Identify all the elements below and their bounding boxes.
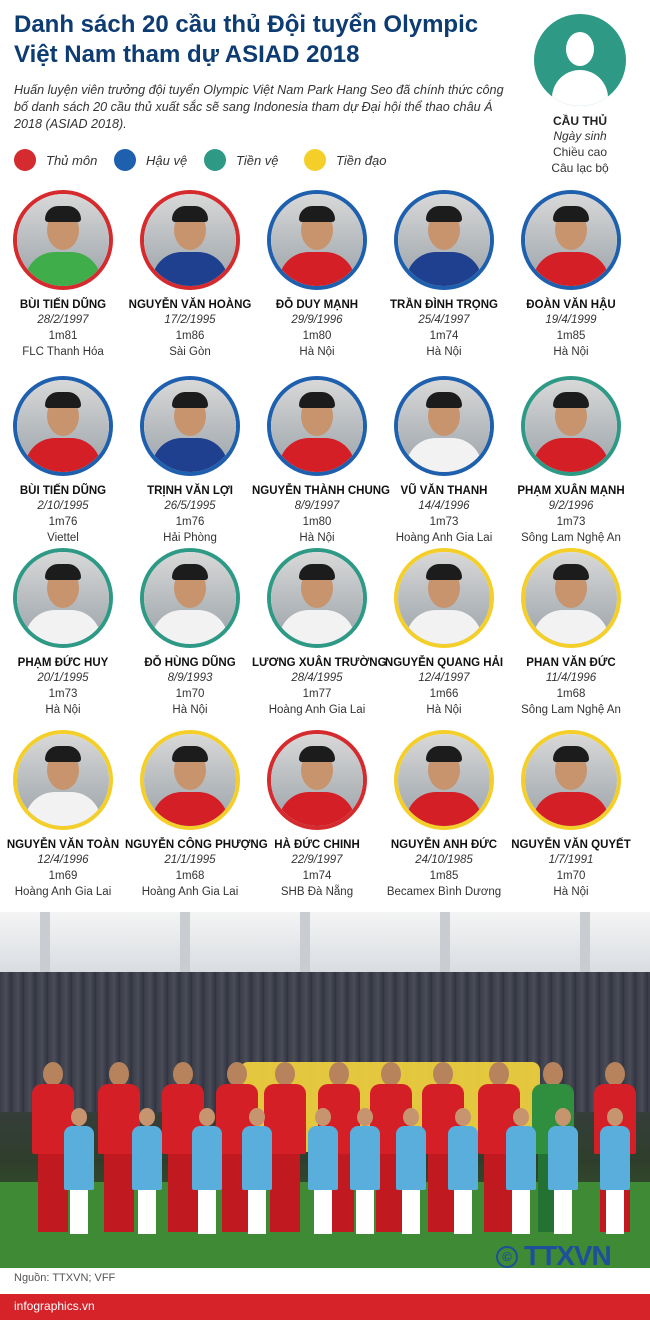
person-icon: [534, 14, 626, 106]
player-dob: 24/10/1985: [415, 854, 473, 866]
position-legend-item: [114, 148, 187, 172]
player-name: TRẦN ĐÌNH TRỌNG: [390, 299, 498, 311]
page-title: Danh sách 20 cầu thủ Đội tuyển Olympic Việt Nam tham dự ASIAD 2018: [14, 11, 479, 68]
player-photo: [394, 376, 494, 476]
player-name: ĐỖ HÙNG DŨNG: [144, 657, 236, 669]
legend-key: [530, 14, 630, 176]
player-height: 1m86: [175, 330, 205, 342]
player-height: 1m74: [429, 330, 459, 342]
player-photo: [394, 548, 494, 648]
source-text: Nguồn: TTXVN; VFF: [14, 1272, 116, 1284]
site-link[interactable]: infographics.vn: [14, 1299, 95, 1313]
legend-name-label: CẦU THỦ: [553, 114, 607, 128]
player-height: 1m76: [175, 516, 205, 528]
player-dob: 11/4/1996: [545, 672, 597, 684]
player-name: NGUYỄN VĂN TOÀN: [6, 839, 120, 851]
mascot-child-figure: [306, 1108, 340, 1234]
player-dob: 2/10/1995: [37, 500, 89, 512]
player-club: Becamex Bình Dương: [386, 886, 502, 898]
position-dot-icon: [204, 149, 226, 171]
position-label: Thủ môn: [46, 152, 98, 168]
player-club: Hoàng Anh Gia Lai: [395, 532, 493, 544]
player-photo: [521, 376, 621, 476]
player-club: Viettel: [47, 532, 79, 544]
position-legend-item: [14, 148, 97, 172]
player-card: [252, 190, 382, 360]
player-name: TRỊNH VĂN LỢI: [147, 485, 233, 497]
player-name: NGUYỄN ANH ĐỨC: [390, 839, 498, 851]
player-photo: [13, 730, 113, 830]
player-photo: [267, 548, 367, 648]
player-photo: [140, 190, 240, 290]
position-dot-icon: [14, 149, 36, 171]
player-photo: [267, 730, 367, 830]
mascot-child-figure: [504, 1108, 538, 1234]
player-photo: [140, 376, 240, 476]
player-club: Hà Nội: [426, 704, 462, 716]
player-club: FLC Thanh Hóa: [22, 346, 104, 358]
player-photo: [394, 730, 494, 830]
player-photo: [140, 730, 240, 830]
player-club: Hoàng Anh Gia Lai: [14, 886, 112, 898]
player-card: [506, 190, 636, 360]
player-height: 1m69: [48, 870, 78, 882]
player-dob: 12/4/1997: [418, 672, 470, 684]
player-photo: [13, 376, 113, 476]
player-dob: 25/4/1997: [418, 314, 470, 326]
player-dob: 26/5/1995: [164, 500, 216, 512]
player-name: BÙI TIẾN DŨNG: [19, 485, 107, 497]
legend-club-label: Câu lạc bộ: [551, 161, 609, 175]
legend-dob-label: Ngày sinh: [553, 129, 607, 143]
player-club: Sông Lam Nghệ An: [521, 704, 621, 716]
mascot-child-figure: [130, 1108, 164, 1234]
player-club: Sông Lam Nghệ An: [521, 532, 621, 544]
player-club: Hoàng Anh Gia Lai: [141, 886, 239, 898]
player-height: 1m68: [556, 688, 586, 700]
position-label: Tiền vệ: [236, 152, 279, 168]
player-dob: 20/1/1995: [37, 672, 89, 684]
mascot-child-figure: [546, 1108, 580, 1234]
player-name: ĐỖ DUY MẠNH: [275, 299, 359, 311]
player-height: 1m80: [302, 516, 332, 528]
position-dot-icon: [304, 149, 326, 171]
player-height: 1m85: [556, 330, 586, 342]
player-club: Hà Nội: [553, 346, 589, 358]
position-legend-item: [304, 148, 386, 172]
player-height: 1m76: [48, 516, 78, 528]
player-photo: [521, 190, 621, 290]
player-card: [379, 730, 509, 900]
copyright-icon: ©: [496, 1246, 518, 1268]
player-name: ĐOÀN VĂN HẬU: [526, 299, 616, 311]
player-height: 1m77: [302, 688, 332, 700]
player-card: [379, 190, 509, 360]
player-dob: 22/9/1997: [291, 854, 343, 866]
player-height: 1m85: [429, 870, 459, 882]
player-card: [125, 376, 255, 546]
player-dob: 12/4/1996: [37, 854, 89, 866]
player-photo: [521, 730, 621, 830]
player-dob: 28/4/1995: [291, 672, 343, 684]
mascot-child-figure: [446, 1108, 480, 1234]
player-card: [506, 376, 636, 546]
player-club: Hà Nội: [45, 704, 81, 716]
player-height: 1m81: [48, 330, 78, 342]
player-club: Hà Nội: [172, 704, 208, 716]
player-name: PHAN VĂN ĐỨC: [526, 657, 616, 669]
player-height: 1m73: [556, 516, 586, 528]
mascot-child-figure: [240, 1108, 274, 1234]
mascot-child-figure: [598, 1108, 632, 1234]
player-height: 1m66: [429, 688, 459, 700]
player-dob: 28/2/1997: [37, 314, 89, 326]
player-height: 1m74: [302, 870, 332, 882]
player-card: [125, 730, 268, 900]
player-dob: 9/2/1996: [548, 500, 594, 512]
position-label: Tiền đạo: [336, 152, 387, 168]
player-card: [0, 548, 128, 718]
player-card: [506, 730, 636, 900]
player-name: BÙI TIẾN DŨNG: [19, 299, 107, 311]
player-dob: 14/4/1996: [418, 500, 470, 512]
player-card: [125, 548, 255, 718]
player-club: Hải Phòng: [163, 532, 217, 544]
player-club: SHB Đà Nẵng: [280, 886, 354, 898]
player-club: Hà Nội: [299, 346, 335, 358]
player-name: NGUYỄN VĂN QUYẾT: [511, 839, 631, 851]
player-name: NGUYỄN QUANG HẢI: [384, 657, 504, 669]
player-name: NGUYỄN CÔNG PHƯỢNG: [125, 839, 268, 851]
player-club: Hà Nội: [299, 532, 335, 544]
player-photo: [13, 548, 113, 648]
player-photo: [267, 376, 367, 476]
player-dob: 21/1/1995: [164, 854, 216, 866]
player-card: [0, 730, 128, 900]
player-grid: [0, 190, 650, 900]
legend-height-label: Chiều cao: [552, 145, 608, 159]
mascot-child-figure: [348, 1108, 382, 1234]
player-card: [125, 190, 255, 360]
position-legend-item: [204, 148, 279, 172]
player-card: [0, 376, 128, 546]
player-height: 1m70: [175, 688, 205, 700]
player-dob: 1/7/1991: [548, 854, 594, 866]
player-card: [506, 548, 636, 718]
player-height: 1m73: [429, 516, 459, 528]
player-photo: [521, 548, 621, 648]
player-club: Sài Gòn: [169, 346, 211, 358]
footer: [0, 1240, 650, 1320]
mascot-child-figure: [62, 1108, 96, 1234]
position-dot-icon: [114, 149, 136, 171]
mascot-child-figure: [394, 1108, 428, 1234]
intro-text: Huấn luyện viên trưởng đội tuyển Olympic Việt Nam Park Hang Seo đã chính thức công bố danh sách 20 cầu thủ xuất sắc sẽ sang Indonesia tham dự Đại hội thể thao châu Á 2018 (ASIAD 2018).: [14, 83, 504, 131]
player-dob: 17/2/1995: [164, 314, 216, 326]
player-name: VŨ VĂN THANH: [400, 485, 488, 497]
team-photo: [0, 912, 650, 1268]
player-club: Hà Nội: [553, 886, 589, 898]
player-photo: [394, 190, 494, 290]
player-card: [379, 376, 509, 546]
player-card: [252, 730, 382, 900]
player-card: [379, 548, 509, 718]
player-height: 1m68: [175, 870, 205, 882]
position-legend: [14, 148, 514, 172]
player-height: 1m70: [556, 870, 586, 882]
ttxvn-logo: TTXVN: [524, 1240, 611, 1271]
player-photo: [267, 190, 367, 290]
player-photo: [140, 548, 240, 648]
player-card: [0, 190, 128, 360]
player-club: Hà Nội: [426, 346, 462, 358]
player-card: [252, 376, 390, 546]
player-dob: 8/9/1993: [167, 672, 213, 684]
player-dob: 29/9/1996: [291, 314, 343, 326]
player-photo: [13, 190, 113, 290]
player-name: HÀ ĐỨC CHINH: [274, 839, 360, 851]
player-name: PHẠM XUÂN MẠNH: [517, 485, 625, 497]
player-card: [252, 548, 387, 718]
player-dob: 8/9/1997: [294, 500, 340, 512]
player-dob: 19/4/1999: [545, 314, 597, 326]
player-height: 1m80: [302, 330, 332, 342]
player-name: NGUYỄN VĂN HOÀNG: [128, 299, 252, 311]
player-name: PHẠM ĐỨC HUY: [17, 657, 109, 669]
player-club: Hoàng Anh Gia Lai: [268, 704, 366, 716]
player-name: LƯƠNG XUÂN TRƯỜNG: [252, 657, 387, 669]
mascot-child-figure: [190, 1108, 224, 1234]
footer-bar: [0, 1294, 650, 1320]
player-height: 1m73: [48, 688, 78, 700]
position-label: Hậu vệ: [146, 152, 188, 168]
player-name: NGUYỄN THÀNH CHUNG: [252, 485, 390, 497]
